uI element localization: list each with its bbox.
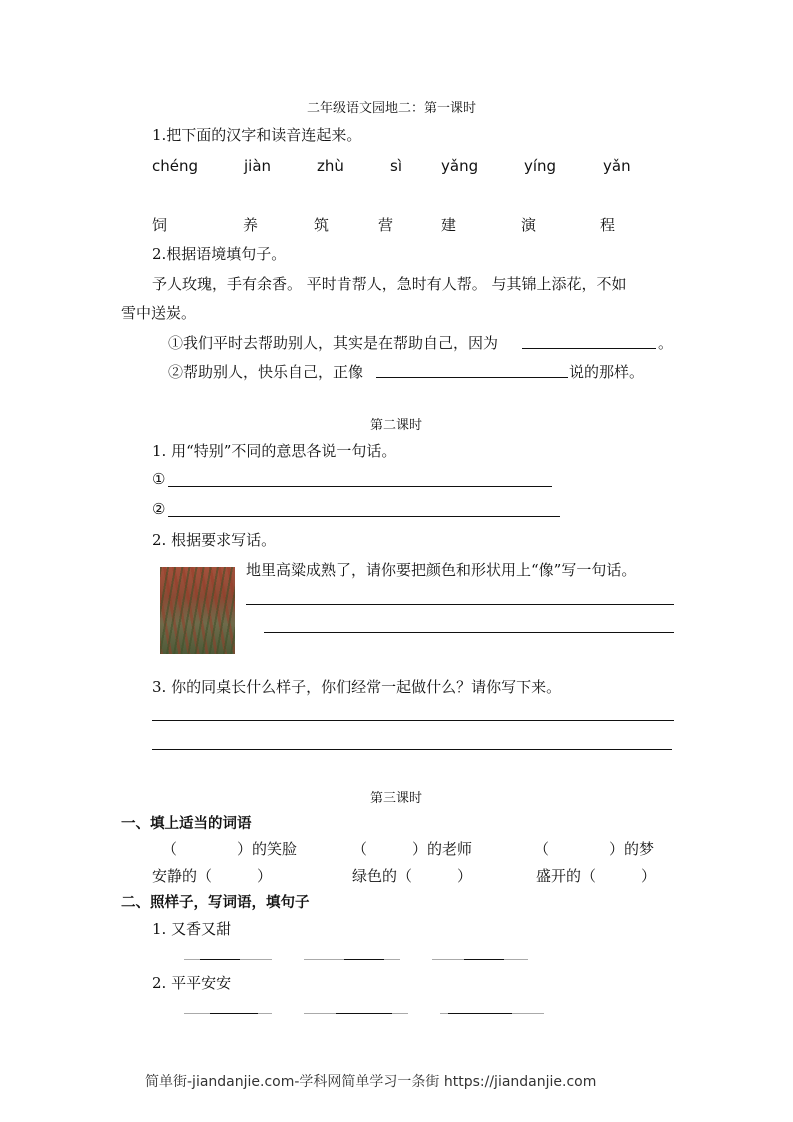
hanzi-1: 饲 [152,216,168,234]
example1-blank-3-mark [464,959,504,960]
sentence2-prefix: ②帮助别人，快乐自己，正像 [168,363,364,381]
example2-blank-2-mark [336,1013,392,1014]
section1-heading: 一、填上适当的词语 [121,816,252,832]
sentence2-blank[interactable] [376,377,568,378]
fill-item-4: 安静的（ ） [152,867,273,885]
lesson2-question2-prompt: 地里高粱成熟了，请你要把颜色和形状用上“像”写一句话。 [246,561,637,579]
answer-marker-1: ① [152,470,166,488]
hanzi-3: 筑 [314,216,330,234]
lesson3-title: 第三课时 [370,791,423,806]
sorghum-field-photo [160,567,235,654]
answer-line-1[interactable] [168,486,552,487]
pinyin-7: yǎn [603,157,631,175]
section2-heading: 二、照样子，写词语，填句子 [121,895,310,911]
lesson1-question2: 2.根据语境填句子。 [152,245,287,263]
writing-line-1[interactable] [246,604,674,605]
pinyin-4: sì [390,157,402,175]
pinyin-5: yǎng [441,157,479,175]
sentence1-blank[interactable] [522,348,656,349]
pinyin-1: chéng [152,157,199,175]
example2-blank-1-mark [210,1013,258,1014]
fill-item-5: 绿色的（ ） [352,867,473,885]
example1-blank-2-mark [344,959,384,960]
sentence1-prefix: ①我们平时去帮助别人，其实是在帮助自己，因为 [168,334,499,352]
footer-watermark: 简单街-jiandanjie.com-学科网简单学习一条街 https://jiandanjie.com [145,1074,597,1090]
example1-blank-1-mark [200,959,240,960]
hanzi-4: 营 [378,216,394,234]
writing-line-2[interactable] [264,632,674,633]
proverbs-line1: 予人玫瑰，手有余香。 平时肯帮人，急时有人帮。 与其锦上添花，不如 [152,275,627,293]
writing-line-3[interactable] [152,720,674,721]
pinyin-3: zhù [317,157,344,175]
lesson2-question1: 1. 用“特别”不同的意思各说一句话。 [152,442,397,460]
fill-item-1: （ ）的笑脸 [162,840,298,858]
fill-item-3: （ ）的梦 [534,840,655,858]
pinyin-6: yíng [524,157,557,175]
hanzi-6: 演 [521,216,537,234]
answer-line-2[interactable] [168,516,560,517]
example-1: 1. 又香又甜 [152,920,232,938]
hanzi-2: 养 [243,216,259,234]
writing-line-4[interactable] [152,749,672,750]
fill-item-2: （ ）的老师 [352,840,473,858]
lesson2-title: 第二课时 [370,418,423,433]
lesson1-title: 二年级语文园地二：第一课时 [307,101,477,116]
fill-item-6: 盛开的（ ） [536,867,657,885]
example-2: 2. 平平安安 [152,974,232,992]
proverbs-line2: 雪中送炭。 [121,304,197,322]
sentence1-suffix: 。 [658,334,674,352]
pinyin-2: jiàn [244,157,272,175]
hanzi-7: 程 [600,216,616,234]
lesson1-question1: 1.把下面的汉字和读音连起来。 [152,126,362,144]
hanzi-5: 建 [441,216,457,234]
lesson2-question3: 3. 你的同桌长什么样子，你们经常一起做什么？请你写下来。 [152,678,562,696]
example2-blank-3-mark [448,1013,512,1014]
lesson2-question2: 2. 根据要求写话。 [152,531,277,549]
answer-marker-2: ② [152,500,166,518]
sentence2-suffix: 说的那样。 [569,363,645,381]
